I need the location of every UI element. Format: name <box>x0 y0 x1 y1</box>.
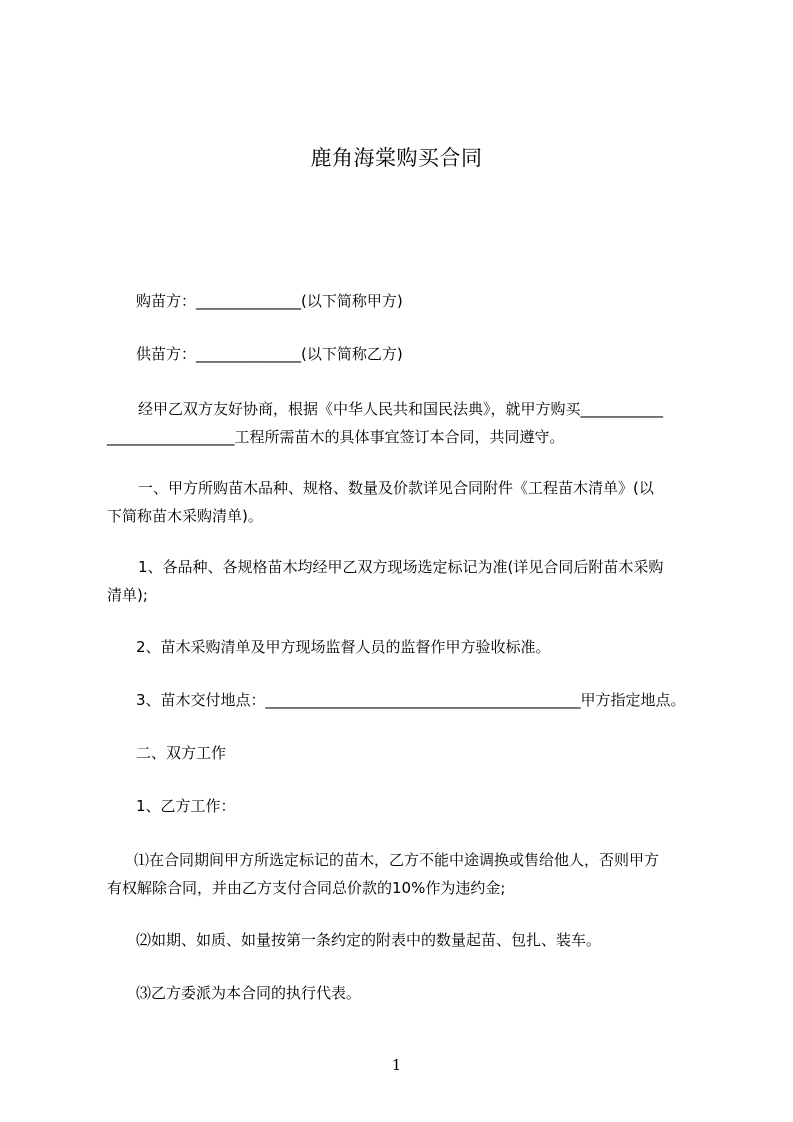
seller-line: 供苗方：______________(以下简称乙方) <box>136 345 403 363</box>
item-1-1-paragraph <box>107 553 717 609</box>
intro-paragraph <box>107 395 717 451</box>
section-1-line-2: 下简称苗木采购清单)。 <box>107 507 263 525</box>
item-1-1-line-1: 1、各品种、各规格苗木均经甲乙双方现场选定标记为准(详见合同后附苗木采购 <box>138 558 664 576</box>
item-1-3: 3、苗木交付地点：__________________________________________甲方指定地点。 <box>136 691 686 709</box>
section-2-heading: 二、双方工作 <box>136 744 227 762</box>
item-1-2: 2、苗木采购清单及甲方现场监督人员的监督作甲方验收标准。 <box>136 638 551 656</box>
intro-line-1: 经甲乙双方友好协商，根据《中华人民共和国民法典》，就甲方购买___________ <box>138 400 664 418</box>
clause-2: ⑵如期、如质、如量按第一条约定的附表中的数量起苗、包扎、装车。 <box>136 931 602 949</box>
page-number: 1 <box>391 1056 402 1074</box>
section-2-sub-1: 1、乙方工作： <box>136 797 236 815</box>
document-title: 鹿角海棠购买合同 <box>310 146 483 170</box>
clause-1-line-1: ⑴在合同期间甲方所选定标记的苗木，乙方不能中途调换或售给他人，否则甲方 <box>134 851 660 869</box>
section-1-line-1: 一、甲方所购苗木品种、规格、数量及价款详见合同附件《工程苗木清单》(以 <box>138 479 654 497</box>
intro-line-2: _________________工程所需苗木的具体事宜签订本合同，共同遵守。 <box>107 428 565 446</box>
item-1-1-line-2: 清单); <box>107 586 148 604</box>
section-1-paragraph <box>107 474 717 530</box>
clause-1-line-2: 有权解除合同，并由乙方支付合同总价款的10%作为违约金; <box>107 879 506 897</box>
buyer-line: 购苗方：______________(以下简称甲方) <box>136 292 403 310</box>
clause-3: ⑶乙方委派为本合同的执行代表。 <box>136 984 362 1002</box>
clause-1-paragraph <box>107 846 717 902</box>
